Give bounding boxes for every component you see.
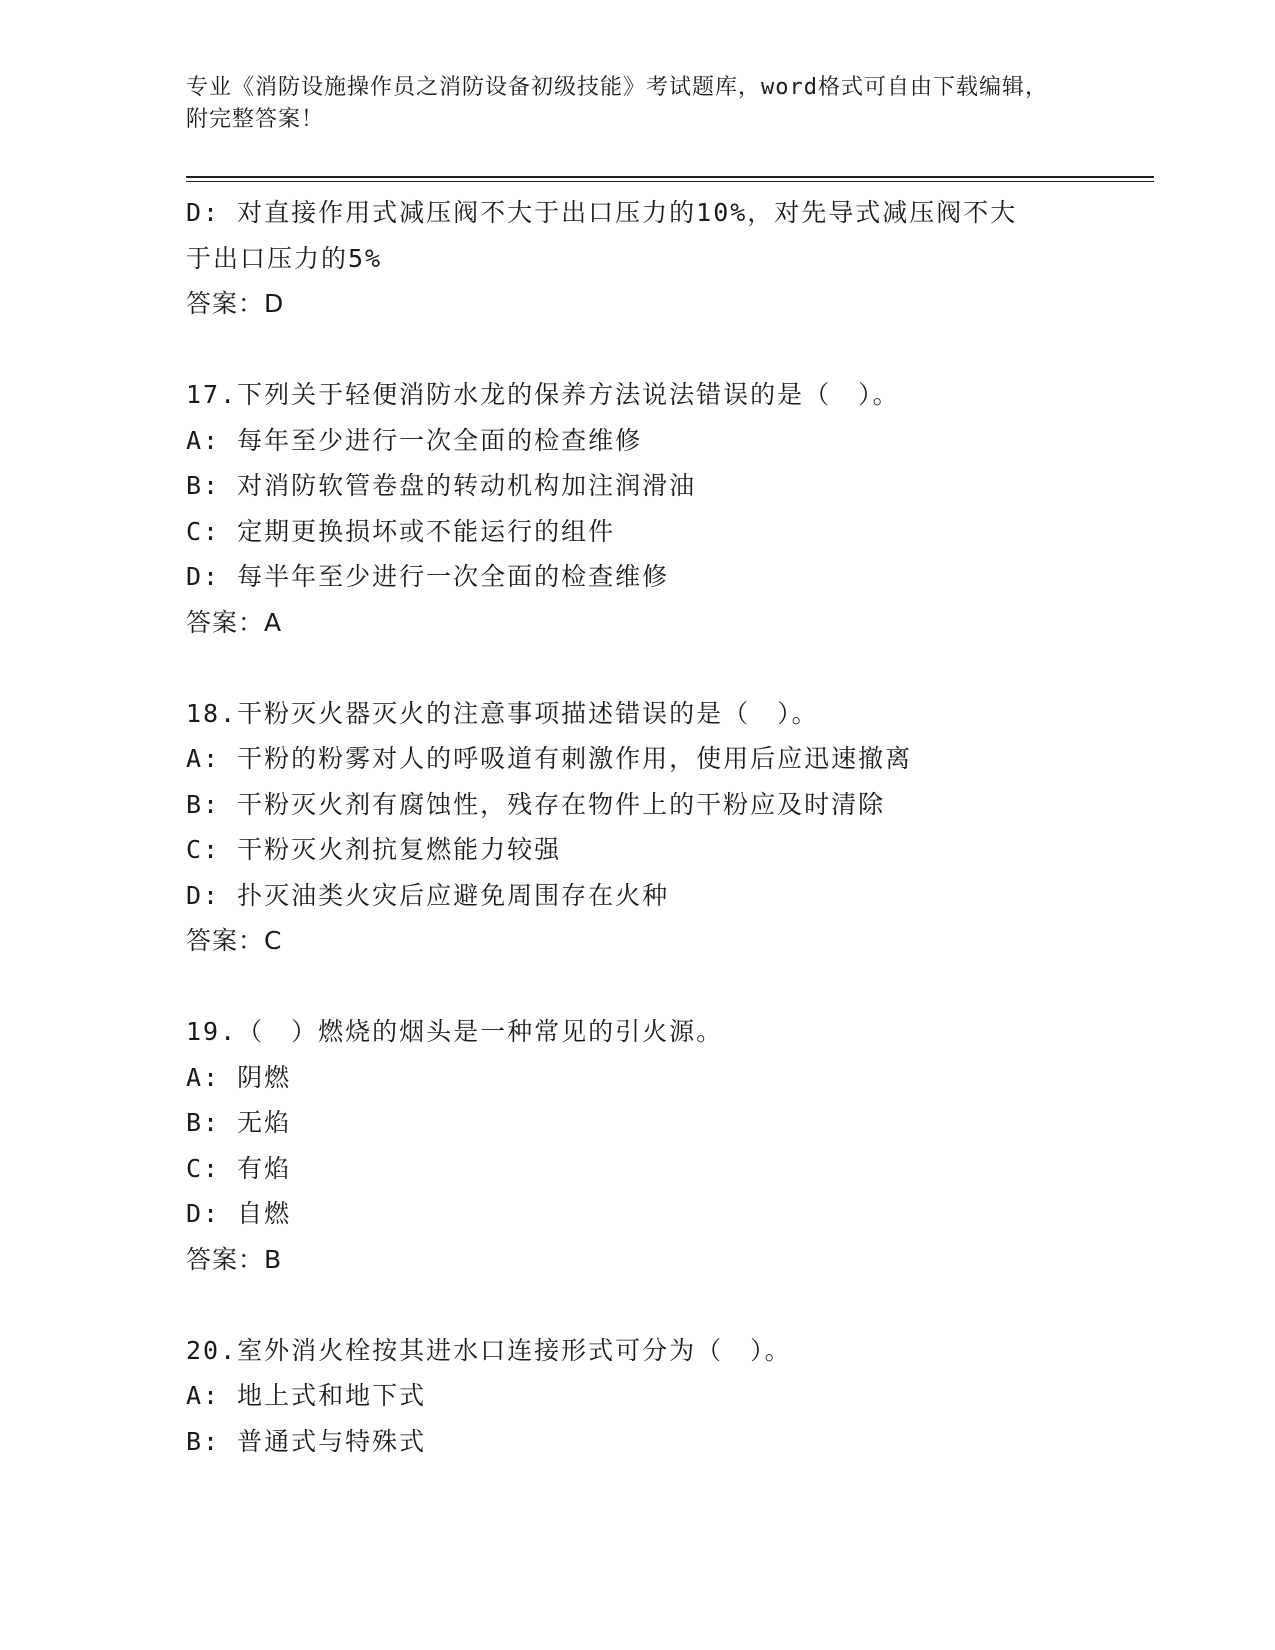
question-19-option-a: A: 阴燃: [186, 1062, 292, 1092]
prev-answer: 答案：D: [186, 289, 285, 318]
question-content: [186, 190, 1076, 1464]
question-17-stem: 17.下列关于轻便消防水龙的保养方法说法错误的是（ ）。: [186, 380, 900, 409]
question-19-option-d: D: 自燃: [186, 1199, 292, 1228]
question-17-option-d: D: 每半年至少进行一次全面的检查维修: [186, 562, 670, 591]
header-rule-thick: [186, 176, 1154, 178]
spacer: [186, 1282, 1076, 1328]
question-18-answer: 答案：C: [186, 926, 283, 955]
question-19-answer: 答案：B: [186, 1244, 283, 1274]
question-19-option-b: B: 无焰: [186, 1108, 292, 1137]
spacer: [186, 645, 1076, 691]
question-17-option-c: C: 定期更换损坏或不能运行的组件: [186, 516, 616, 546]
prev-option-d-line2: 于出口压力的5%: [186, 243, 383, 273]
question-18-option-a: A: 干粉的粉雾对人的呼吸道有刺激作用，使用后应迅速撤离: [186, 744, 913, 773]
question-17-option-a: A: 每年至少进行一次全面的检查维修: [186, 425, 643, 455]
question-20-stem: 20.室外消火栓按其进水口连接形式可分为（ ）。: [186, 1335, 792, 1365]
question-19-stem: 19.（ ）燃烧的烟头是一种常见的引火源。: [186, 1017, 724, 1046]
question-18-option-b: B: 干粉灭火剂有腐蚀性，残存在物件上的干粉应及时清除: [186, 789, 886, 819]
prev-option-d-line1: D: 对直接作用式减压阀不大于出口压力的10%，对先导式减压阀不大: [186, 198, 1018, 227]
spacer: [186, 327, 1076, 373]
question-18-stem: 18.干粉灭火器灭火的注意事项描述错误的是（ ）。: [186, 698, 819, 728]
question-17-option-b: B: 对消防软管卷盘的转动机构加注润滑油: [186, 471, 697, 500]
question-18-option-d: D: 扑灭油类火灾后应避免周围存在火种: [186, 880, 670, 910]
header-rule-thin: [186, 181, 1154, 182]
spacer: [186, 964, 1076, 1010]
question-20-option-b: B: 普通式与特殊式: [186, 1426, 427, 1456]
question-19-option-c: C: 有焰: [186, 1153, 292, 1183]
document-header: 专业《消防设施操作员之消防设备初级技能》考试题库，word格式可自由下载编辑，附完整答案！: [186, 75, 1048, 132]
question-17-answer: 答案：A: [186, 607, 283, 637]
question-20-option-a: A: 地上式和地下式: [186, 1381, 427, 1410]
question-18-option-c: C: 干粉灭火剂抗复燃能力较强: [186, 835, 562, 864]
